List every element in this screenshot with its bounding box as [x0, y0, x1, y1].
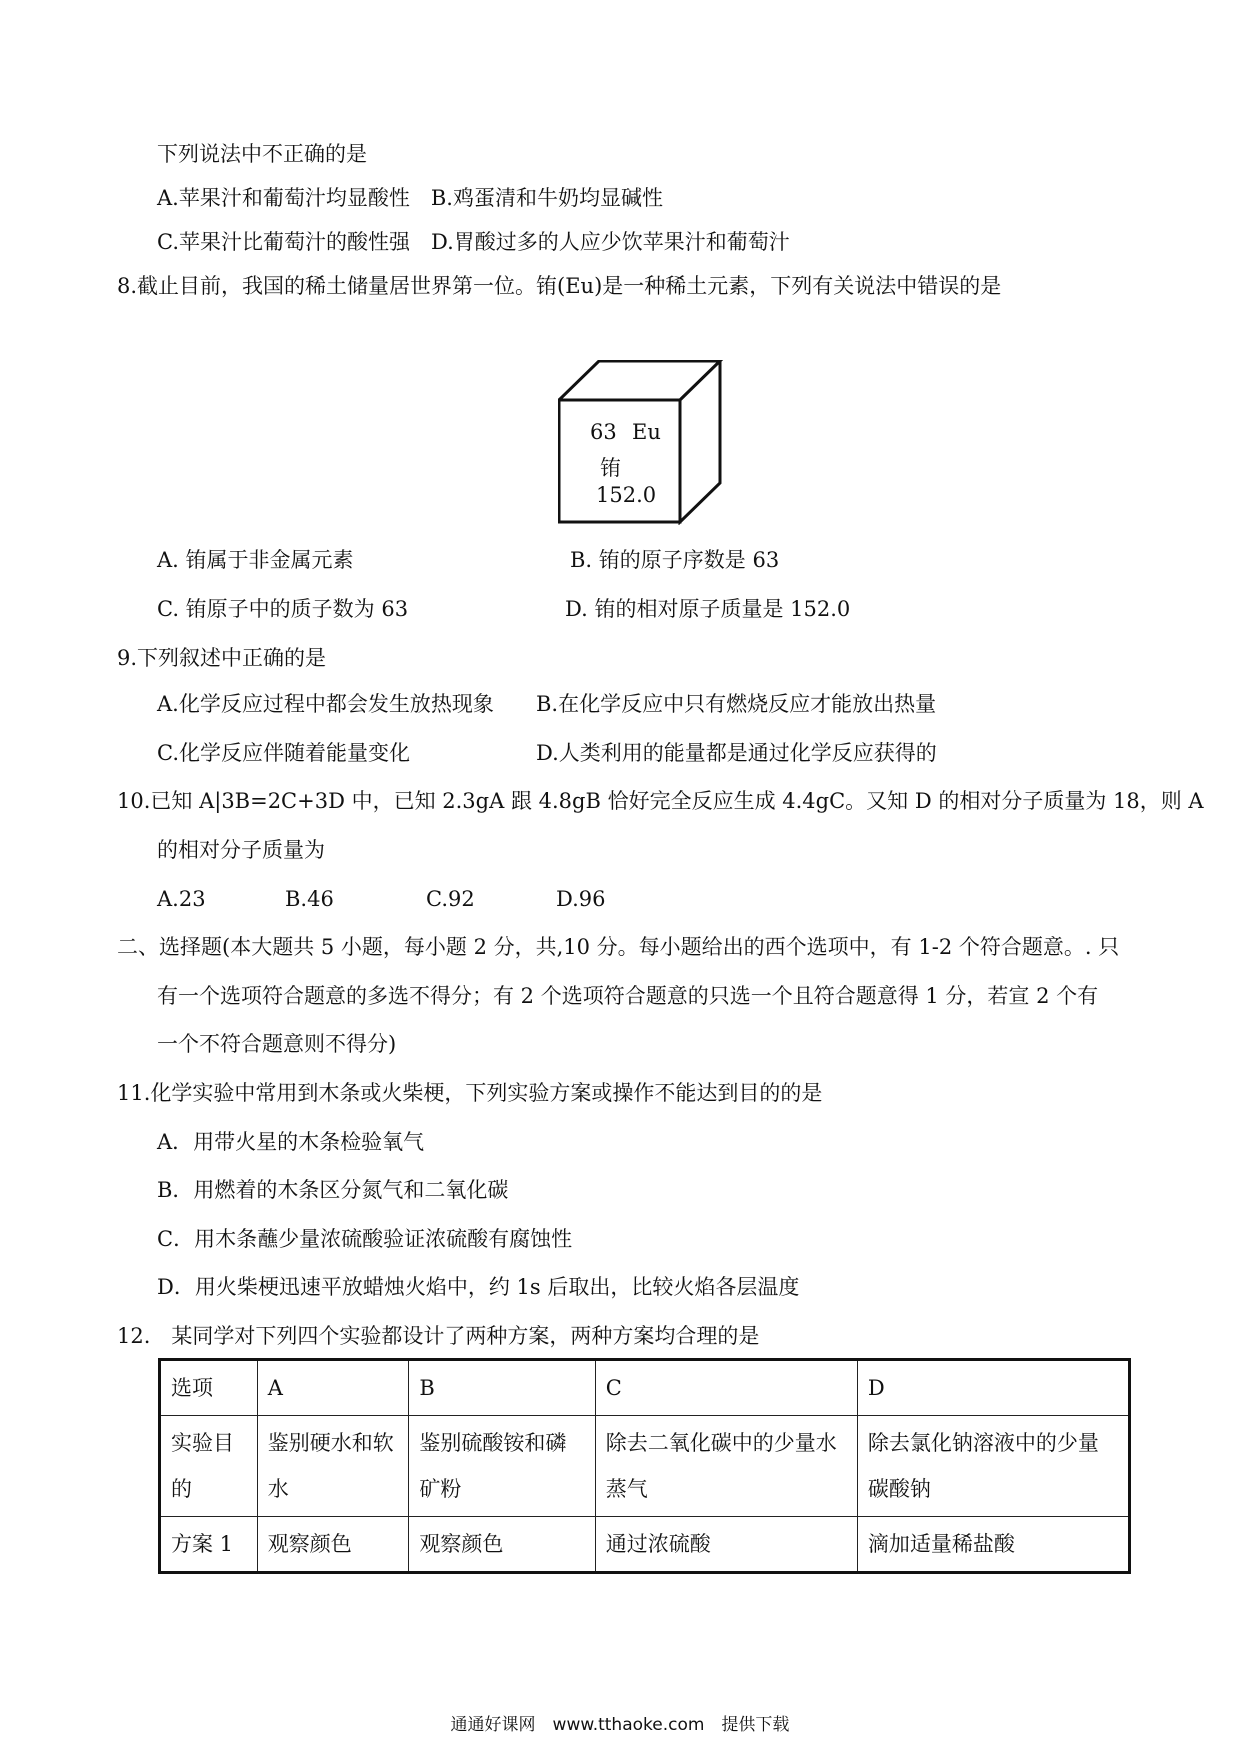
table-header-cell: D: [857, 1360, 1129, 1416]
q9-stem: 9.下列叙述中正确的是: [117, 646, 327, 670]
q9-option-c: C.化学反应伴随着能量变化: [157, 741, 410, 765]
q9-option-d: D.人类利用的能量都是通过化学反应获得的: [536, 741, 937, 765]
q8-option-d: D. 铕的相对原子质量是 152.0: [565, 597, 851, 621]
section-2-heading: 二、选择题(本大题共 5 小题，每小题 2 分，共,10 分。每小题给出的西个选项中，有 1-2 个符合题意。. 只: [117, 935, 1120, 959]
scheme-table: [158, 1358, 1131, 1574]
q10-option-a: A.23: [157, 887, 206, 911]
table-header-cell: C: [595, 1360, 857, 1416]
q7-option-line: C.苹果汁比葡萄汁的酸性强 D.胃酸过多的人应少饮苹果汁和葡萄汁: [157, 230, 790, 254]
table-cell: 观察颜色: [409, 1517, 595, 1573]
table-header-cell: A: [257, 1360, 409, 1416]
q11-option-c: C．用木条蘸少量浓硫酸验证浓硫酸有腐蚀性: [157, 1227, 573, 1251]
q7-option-line: A.苹果汁和葡萄汁均显酸性 B.鸡蛋清和牛奶均显碱性: [157, 186, 663, 210]
q8-option-c: C. 铕原子中的质子数为 63: [157, 597, 409, 621]
q10-option-d: D.96: [556, 887, 606, 911]
q11-option-d: D．用火柴梗迅速平放蜡烛火焰中，约 1s 后取出，比较火焰各层温度: [157, 1275, 800, 1299]
table-header-cell: 选项: [160, 1360, 258, 1416]
q10-option-c: C.92: [426, 887, 475, 911]
q10-option-b: B.46: [285, 887, 334, 911]
table-cell: 方案 1: [160, 1517, 258, 1573]
table-cell: 实验目的: [160, 1416, 258, 1517]
q11-stem: 11.化学实验中常用到木条或火柴梗，下列实验方案或操作不能达到目的的是: [117, 1081, 823, 1105]
q7-stem: 下列说法中不正确的是: [157, 142, 367, 166]
q11-option-a: A．用带火星的木条检验氧气: [157, 1130, 425, 1154]
table-cell: 滴加适量稀盐酸: [857, 1517, 1129, 1573]
page-footer: 通通好课网 www.tthaoke.com 提供下载: [450, 1715, 790, 1735]
table-row: [160, 1517, 1130, 1573]
table-row: [160, 1360, 1130, 1416]
table-cell: 观察颜色: [257, 1517, 409, 1573]
q12-stem: 12. 某同学对下列四个实验都设计了两种方案，两种方案均合理的是: [117, 1324, 760, 1348]
table-cell: 除去氯化钠溶液中的少量碳酸钠: [857, 1416, 1129, 1517]
q9-option-a: A.化学反应过程中都会发生放热现象: [157, 692, 494, 716]
q8-stem: 8.截止目前，我国的稀土储量居世界第一位。铕(Eu)是一种稀土元素，下列有关说法中错误的是: [117, 274, 1002, 298]
element-number: 63: [590, 420, 617, 444]
table-cell: 通过浓硫酸: [595, 1517, 857, 1573]
q9-option-b: B.在化学反应中只有燃烧反应才能放出热量: [536, 692, 937, 716]
section-2-rules: 有一个选项符合题意的多选不得分；有 2 个选项符合题意的只选一个且符合题意得 1 分，若宣 2 个有: [157, 984, 1099, 1008]
q10-stem-line1: 10.已知 A|3B=2C+3D 中，已知 2.3gA 跟 4.8gB 恰好完全反应生成 4.4gC。又知 D 的相对分子质量为 18，则 A: [117, 789, 1204, 813]
element-cube: [558, 360, 738, 525]
section-2-rules: 一个不符合题意则不得分): [157, 1032, 397, 1056]
table-row: [160, 1416, 1130, 1517]
element-symbol: Eu: [632, 420, 661, 444]
element-name: 铕: [600, 456, 621, 480]
table-header-cell: B: [409, 1360, 595, 1416]
table-cell: 除去二氧化碳中的少量水蒸气: [595, 1416, 857, 1517]
q11-option-b: B．用燃着的木条区分氮气和二氧化碳: [157, 1178, 509, 1202]
q10-stem-line2: 的相对分子质量为: [157, 838, 325, 862]
q8-option-a: A. 铕属于非金属元素: [157, 548, 354, 572]
table-cell: 鉴别硫酸铵和磷矿粉: [409, 1416, 595, 1517]
element-mass: 152.0: [596, 483, 657, 507]
q8-option-b: B. 铕的原子序数是 63: [570, 548, 780, 572]
table-cell: 鉴别硬水和软水: [257, 1416, 409, 1517]
